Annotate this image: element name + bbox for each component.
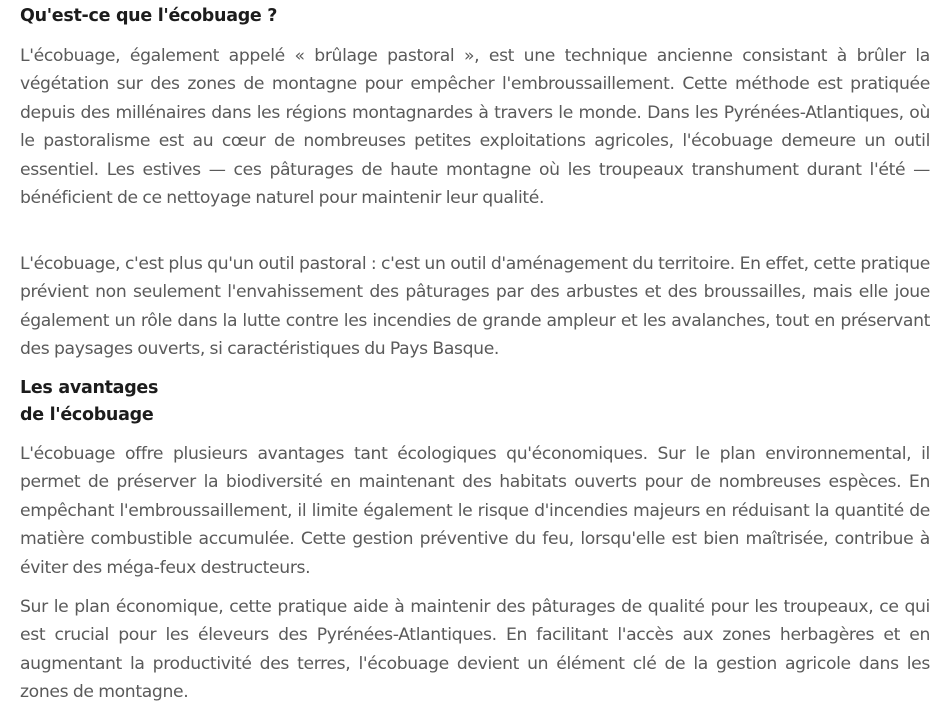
section-heading-what-is-ecobuage: Qu'est-ce que l'écobuage ?: [20, 6, 278, 26]
section-heading-advantages: [20, 375, 158, 429]
paragraph-definition: L'écobuage, également appelé « brûlage pastoral », est une technique ancienne consistant à brûler la végétation sur des zones de montagne pour empêcher l'embroussaillement. Cette méthode est pratiquée depuis des millénaires dans les régions montagnardes à travers le monde. Dans les Pyrénées-Atlantiques, où le pastoralisme est au cœur de nombreuses petites exploitations agricoles, l'écobuage demeure un outil essentiel. Les estives — ces pâturages de haute montagne où les troupeaux transhument durant l'été — bénéficient de ce nettoyage naturel pour maintenir leur qualité.: [20, 46, 930, 209]
paragraph-territory-tool: L'écobuage, c'est plus qu'un outil pastoral : c'est un outil d'aménagement du territoire. En effet, cette pratique prévient non seulement l'envahissement des pâturages par des arbustes et des broussailles, mais elle joue également un rôle dans la lutte contre les incendies de grande ampleur et les avalanches, tout en préservant des paysages ouverts, si caractéristiques du Pays Basque.: [20, 254, 930, 360]
section-heading-advantages-line1: Les avantages: [20, 378, 159, 398]
paragraph-economic-advantages: Sur le plan économique, cette pratique aide à maintenir des pâturages de qualité pour les troupeaux, ce qui est crucial pour les éleveurs des Pyrénées-Atlantiques. En facilitant l'accès aux zones herbagères et en augmentant la productivité des terres, l'écobuage devient un élément clé de la gestion agricole dans les zones de montagne.: [20, 597, 930, 703]
section-heading-advantages-line2: de l'écobuage: [20, 405, 154, 425]
paragraph-ecological-advantages: L'écobuage offre plusieurs avantages tant écologiques qu'économiques. Sur le plan environnemental, il permet de préserver la biodiversité en maintenant des habitats ouverts pour de nombreuses espèces. En empêchant l'embroussaillement, il limite également le risque d'incendies majeurs en réduisant la quantité de matière combustible accumulée. Cette gestion préventive du feu, lorsqu'elle est bien maîtrisée, contribue à éviter des méga-feux destructeurs.: [20, 444, 930, 578]
